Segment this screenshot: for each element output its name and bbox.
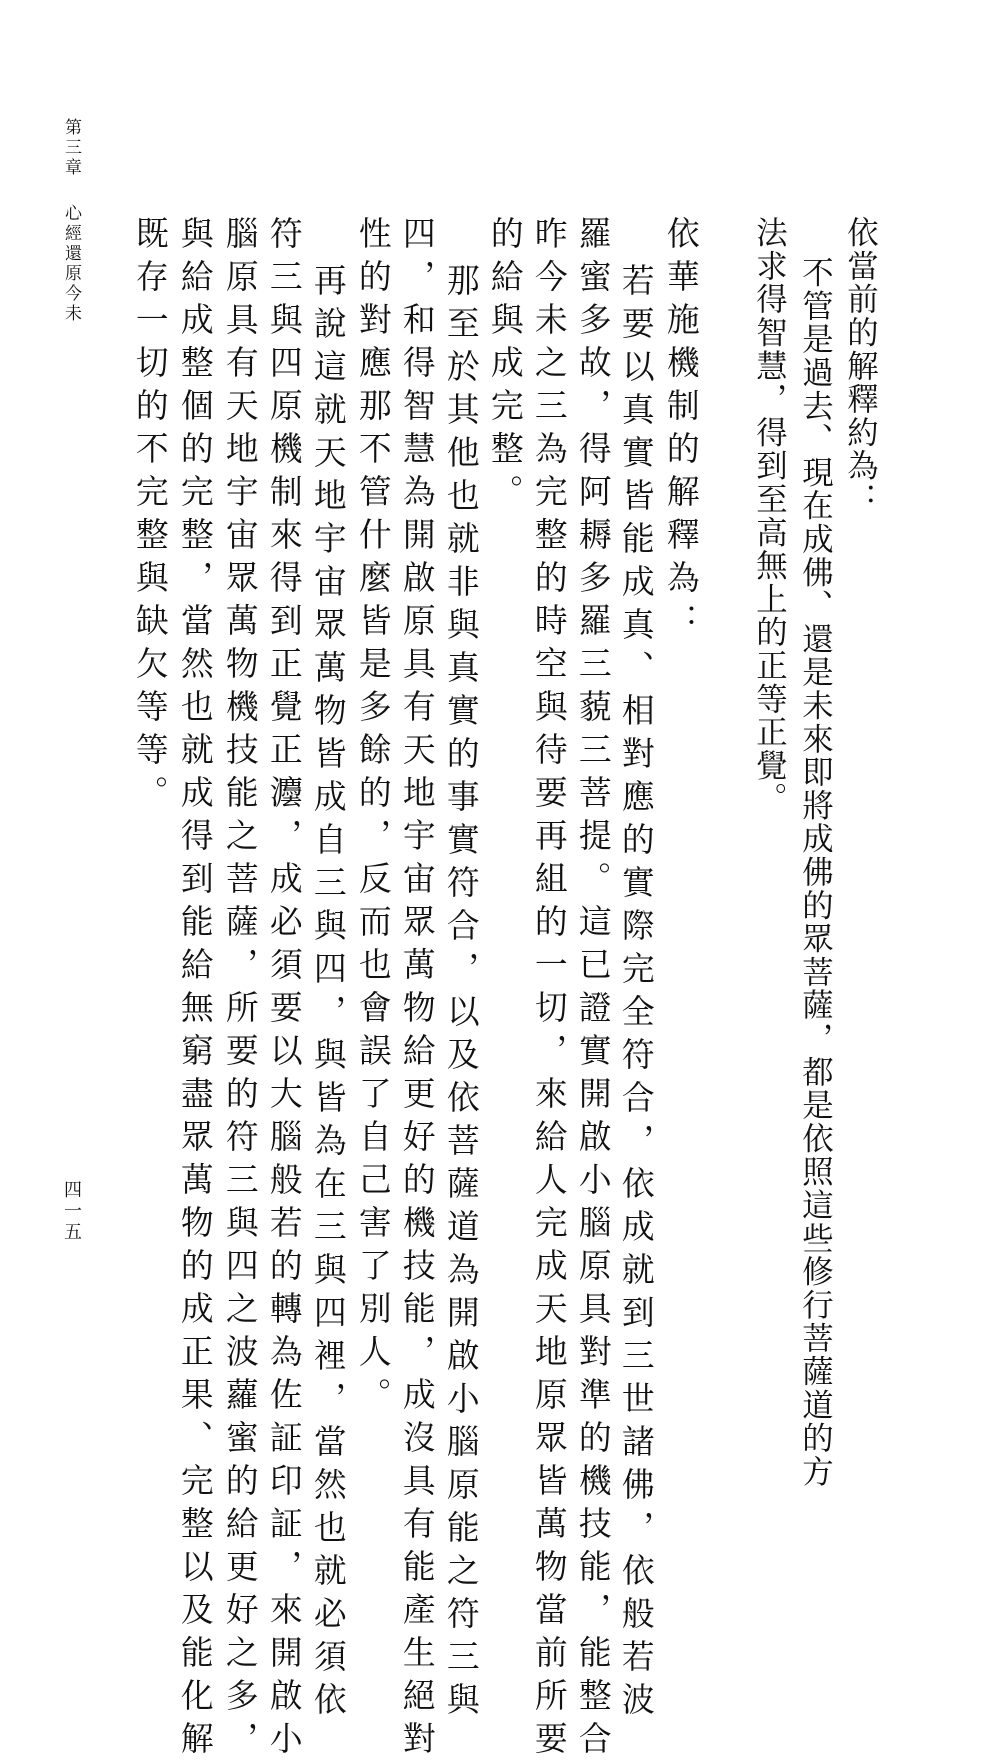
text-column-16: 既存一切的不完整與缺欠等等。 — [130, 216, 169, 818]
text-column-4: 依華施機制的解釋為： — [661, 216, 700, 646]
text-column-12: 再說這就天地宇宙眾萬物皆成自三與四，與皆為在三與四裡，當然也就必須依 — [308, 263, 347, 1725]
text-column-11: 性的對應那不管什麼皆是多餘的，反而也會誤了自己害了別人。 — [353, 216, 392, 1420]
text-column-10: 四，和得智慧為開啟原具有天地宇宙眾萬物給更好的機技能，成沒具有能產生絕對 — [397, 216, 436, 1764]
text-column-13: 符三與四原機制來得到正覺正灋，成必須要以大腦般若的轉為佐証印証，來開啟小 — [264, 216, 303, 1764]
text-column-9: 那至於其他也就非與真實的事實符合，以及依菩薩道為開啟小腦原能之符三與 — [441, 263, 480, 1725]
text-column-7: 昨今未之三為完整的時空與待要再組的一切，來給人完成天地原眾皆萬物當前所要 — [529, 216, 568, 1764]
text-column-3: 法求得智慧，得到至高無上的正等正覺。 — [750, 216, 787, 816]
text-column-6: 羅蜜多故，得阿耨多羅三藐三菩提。這已證實開啟小腦原具對準的機技能，能整合 — [573, 216, 612, 1764]
running-header — [62, 118, 79, 324]
text-column-15: 與給成整個的完整，當然也就成得到能給無窮盡眾萬物的成正果、完整以及能化解 — [175, 216, 214, 1764]
text-column-2: 不管是過去、現在成佛、還是未來即將成佛的眾菩薩，都是依照這些修行菩薩道的方 — [796, 256, 833, 1489]
chapter-label: 第三章 — [61, 118, 81, 178]
text-column-14: 腦原具有天地宇宙眾萬物機技能之菩薩，所要的符三與四之波蘿蜜的給更好之多， — [220, 216, 259, 1764]
page-number: 四一五 — [61, 1180, 82, 1243]
text-column-5: 若要以真實皆能成真、相對應的實際完全符合，依成就到三世諸佛，依般若波 — [616, 263, 655, 1725]
book-title: 心經還原今未 — [61, 204, 81, 324]
text-column-1: 依當前的解釋約為： — [841, 216, 878, 516]
text-column-8: 的給與成完整。 — [485, 216, 524, 517]
